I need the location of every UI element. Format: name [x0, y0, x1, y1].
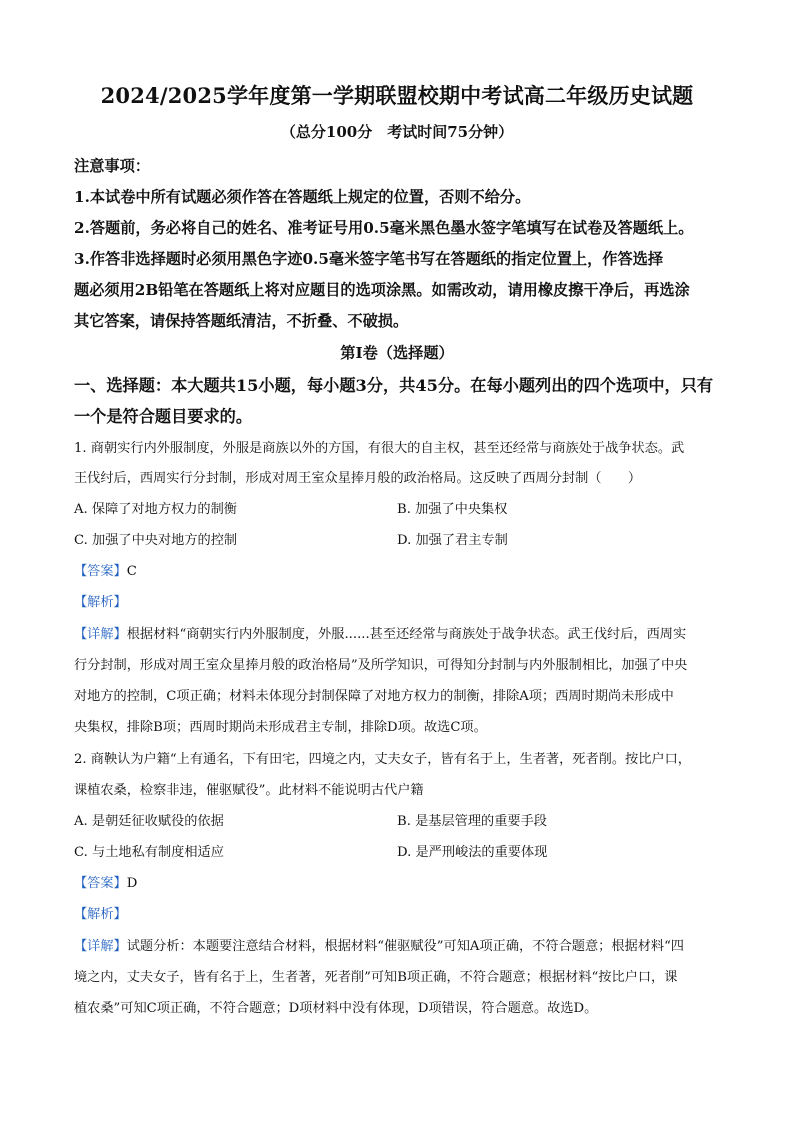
- question-2-detail: 【详解】试题分析：本题要注意结合材料，根据材料“催驱赋役”可知A项正确，不符合题意；根据材料“四: [74, 939, 684, 954]
- section-instruction: 一个是符合题目要求的。: [74, 407, 253, 426]
- answer-value: C: [126, 564, 137, 579]
- section-title: 第Ⅰ卷（选择题）: [340, 344, 454, 362]
- question-2-option-d: D. 是严刑峻法的重要体现: [397, 845, 548, 860]
- question-1-detail: 【详解】根据材料“商朝实行内外服制度，外服......甚至还经常与商族处于战争状态。武王伐纣后，西周实: [74, 627, 687, 642]
- question-2-analysis: [74, 903, 127, 922]
- question-2-stem: 2. 商鞅认为户籍“上有通名，下有田宅，四境之内，丈夫女子，皆有名于上，生者著，死者削。按比户口，: [74, 752, 691, 767]
- exam-title: 2024/2025学年度第一学期联盟校期中考试高二年级历史试题: [100, 83, 694, 108]
- question-2-answer: [74, 872, 137, 891]
- question-1-stem: 1. 商朝实行内外服制度，外服是商族以外的方国，有很大的自主权，甚至还经常与商族处于战争状态。武: [74, 441, 685, 456]
- question-2-detail: 境之内，丈夫女子，皆有名于上，生者著，死者削”可知B项正确，不符合题意；根据材料“按比户口，课: [74, 970, 678, 985]
- answer-tag: 【答案】: [74, 564, 127, 579]
- question-2-stem: 课植农桑，检察非违，催驱赋役”。此材料不能说明古代户籍: [74, 783, 424, 798]
- notice-item: 2.答题前，务必将自己的姓名、准考证号用0.5毫米黑色墨水签字笔填写在试卷及答题纸上。: [74, 219, 694, 237]
- notice-item: 题必须用2B铅笔在答题纸上将对应题目的选项涂黑。如需改动，请用橡皮擦干净后，再选涂: [74, 281, 690, 299]
- question-1-option-d: D. 加强了君主专制: [397, 533, 508, 548]
- question-1-detail: 央集权，排除B项；西周时期尚未形成君主专制，排除D项。故选C项。: [74, 720, 487, 735]
- question-1-stem: 王伐纣后，西周实行分封制，形成对周王室众星捧月般的政治格局。这反映了西周分封制（ ）: [74, 471, 642, 486]
- analysis-tag: 【解析】: [74, 907, 127, 922]
- notice-item: 其它答案，请保持答题纸清洁，不折叠、不破损。: [74, 312, 409, 330]
- question-1-option-b: B. 加强了中央集权: [397, 502, 508, 517]
- question-1-detail: 行分封制，形成对周王室众星捧月般的政治格局”及所学知识，可得知分封制与内外服制相比，加强了中央: [74, 658, 688, 673]
- notice-item: 1.本试卷中所有试题必须作答在答题纸上规定的位置，否则不给分。: [74, 188, 531, 206]
- analysis-tag: 【解析】: [74, 595, 127, 610]
- section-instruction: 一、选择题：本大题共15小题，每小题3分，共45分。在每小题列出的四个选项中，只有: [74, 376, 714, 395]
- question-1-option-c: C. 加强了中央对地方的控制: [74, 533, 238, 548]
- answer-value: D: [126, 876, 138, 891]
- exam-subtitle: （总分100分 考试时间75分钟）: [280, 123, 514, 141]
- question-2-option-b: B. 是基层管理的重要手段: [397, 814, 547, 829]
- notice-item: 3.作答非选择题时必须用黑色字迹0.5毫米签字笔书写在答题纸的指定位置上，作答选择: [74, 250, 664, 268]
- question-2-option-c: C. 与土地私有制度相适应: [74, 845, 224, 860]
- notice-heading: 注意事项：: [74, 157, 150, 175]
- question-1-detail: 对地方的控制，C项正确；材料未体现分封制保障了对地方权力的制衡，排除A项；西周时期尚未形成中: [74, 689, 674, 704]
- detail-tag: 【详解】: [74, 627, 127, 642]
- question-1-option-a: A. 保障了对地方权力的制衡: [74, 502, 237, 517]
- answer-tag: 【答案】: [74, 876, 127, 891]
- detail-tag: 【详解】: [74, 939, 127, 954]
- question-1-analysis: [74, 591, 127, 610]
- question-2-detail: 植农桑”可知C项正确，不符合题意；D项材料中没有体现，D项错误，符合题意。故选D。: [74, 1001, 598, 1016]
- question-1-answer: [74, 560, 137, 579]
- question-2-option-a: A. 是朝廷征收赋役的依据: [74, 814, 224, 829]
